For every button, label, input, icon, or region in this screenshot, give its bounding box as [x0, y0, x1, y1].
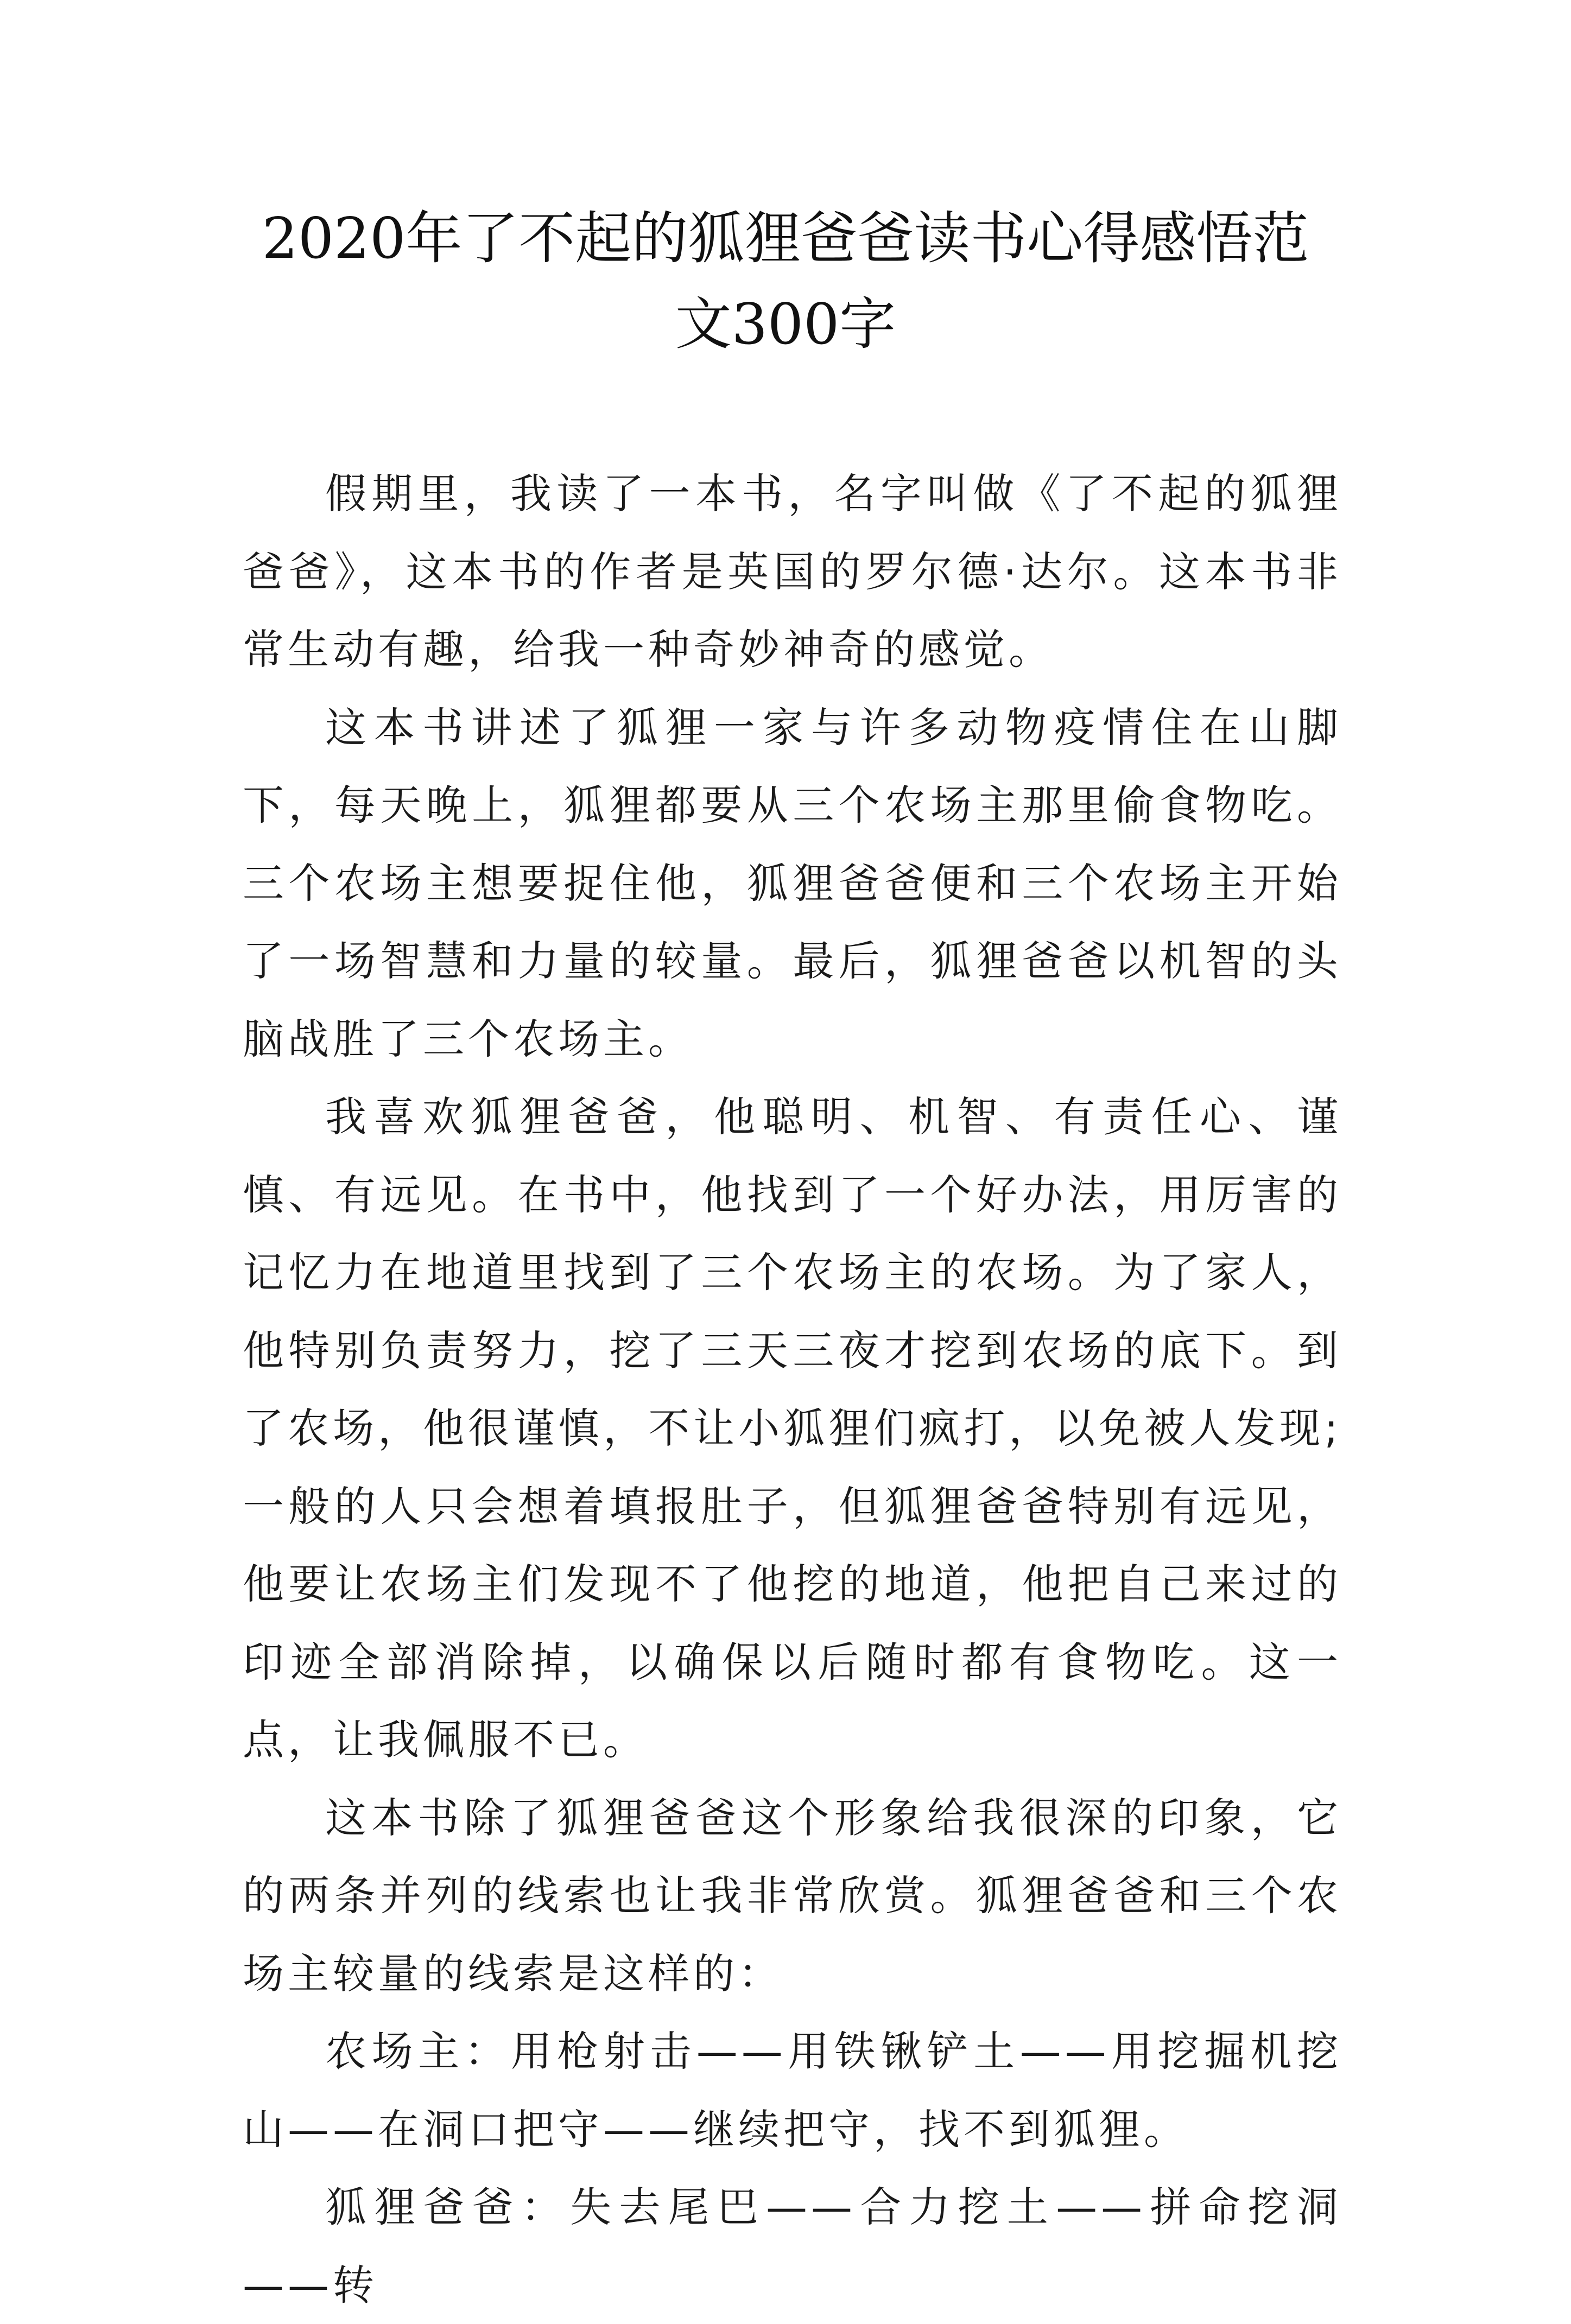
document-body	[243, 455, 1342, 2324]
document-title	[0, 195, 1571, 367]
title-line-2: 文300字	[675, 291, 896, 357]
paragraph-intro: 假期里，我读了一本书，名字叫做《了不起的狐狸爸爸》，这本书的作者是英国的罗尔德·达尔。这本书非常生动有趣，给我一种奇妙神奇的感觉。	[243, 469, 1342, 674]
paragraph-character: 我喜欢狐狸爸爸，他聪明、机智、有责任心、谨慎、有远见。在书中，他找到了一个好办法，用厉害的记忆力在地道里找到了三个农场主的农场。为了家人，他特别负责努力，挖了三天三夜才挖到农场的底下。到了农场，他很谨慎，不让小狐狸们疯打，以免被人发现;一般的人只会想着填报肚子，但狐狸爸爸特别有远见，他要让农场主们发现不了他挖的地道，他把自己来过的印迹全部消除掉，以确保以后随时都有食物吃。这一点，让我佩服不已。	[243, 1093, 1342, 1764]
paragraph-farmers-line: 农场主：用枪射击——用铁锹铲土——用挖掘机挖山——在洞口把守——继续把守，找不到狐狸。	[243, 2027, 1342, 2154]
paragraph-fox-line: 狐狸爸爸：失去尾巴——合力挖土——拼命挖洞——转	[243, 2183, 1342, 2309]
paragraph-summary: 这本书讲述了狐狸一家与许多动物疫情住在山脚下，每天晚上，狐狸都要从三个农场主那里偷食物吃。三个农场主想要捉住他，狐狸爸爸便和三个农场主开始了一场智慧和力量的较量。最后，狐狸爸爸以机智的头脑战胜了三个农场主。	[243, 703, 1342, 1063]
paragraph-plotlines: 这本书除了狐狸爸爸这个形象给我很深的印象，它的两条并列的线索也让我非常欣赏。狐狸爸爸和三个农场主较量的线索是这样的：	[243, 1793, 1342, 1998]
title-line-1: 2020年了不起的狐狸爸爸读书心得感悟范	[262, 205, 1309, 271]
